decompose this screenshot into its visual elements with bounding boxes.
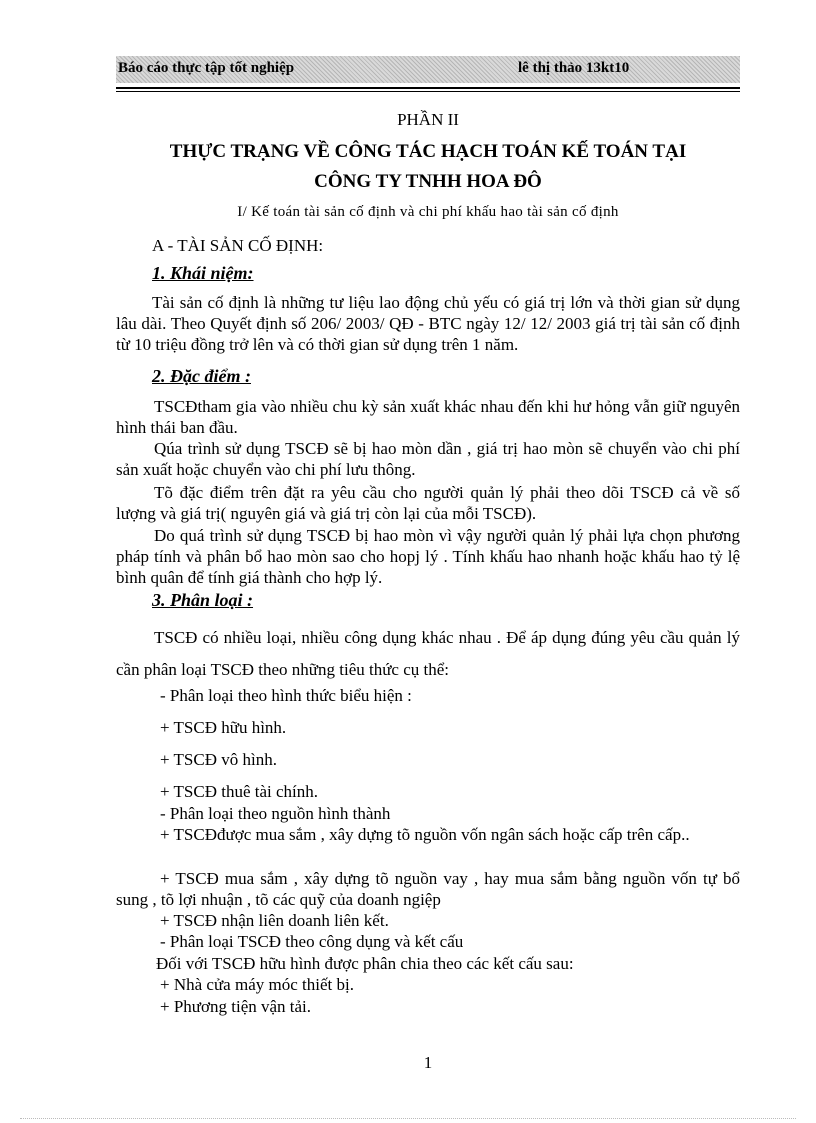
list-item: - Phân loại theo nguồn hình thành: [160, 804, 391, 823]
header-author: lê thị thảo 13kt10: [518, 60, 630, 76]
heading-dac-diem: 2. Đặc điểm :: [152, 366, 251, 386]
list-item: + TSCĐ vô hình.: [160, 750, 277, 769]
list-item: - Phân loại theo hình thức biểu hiện :: [160, 686, 412, 705]
page-header: [116, 56, 740, 83]
section-subtitle: I/ Kế toán tài sản cố định và chi phí khấu hao tài sản cố định: [237, 204, 619, 220]
page-number: 1: [423, 1053, 433, 1072]
section-a-heading: A - TÀI SẢN CỐ ĐỊNH:: [152, 236, 324, 255]
header-rule-thin: [116, 91, 740, 92]
chapter-title-line1: THỰC TRẠNG VỀ CÔNG TÁC HẠCH TOÁN KẾ TOÁN TẠI: [169, 141, 687, 162]
header-report-title: Báo cáo thực tập tốt nghiệp: [118, 60, 295, 76]
list-item: + TSCĐđược mua sắm , xây dựng tõ nguồn vốn ngân sách hoặc cấp trên cấp..: [160, 825, 690, 844]
list-item: + TSCĐ thuê tài chính.: [160, 782, 319, 801]
list-item: + Nhà cửa máy móc thiết bị.: [160, 975, 354, 994]
paragraph-phan-loai: TSCĐ có nhiều loại, nhiều công dụng khác nhau . Để áp dụng đúng yêu cầu quản lý cần phân loại TSCĐ theo những tiêu thức cụ thể:: [116, 628, 740, 679]
paragraph-dac-diem-3: Tõ đặc điểm trên đặt ra yêu cầu cho người quản lý phải theo dõi TSCĐ cả về số lượng và giá trị( nguyên giá và giá trị còn lại của mỗi TSCĐ).: [116, 483, 740, 523]
page-bottom-border: [20, 1118, 796, 1119]
list-item: - Phân loại TSCĐ theo công dụng và kết cấu: [160, 932, 464, 951]
chapter-title-line2: CÔNG TY TNHH HOA ĐÔ: [314, 171, 542, 192]
list-item: + TSCĐ mua sắm , xây dựng tõ nguồn vay , hay mua sắm bằng nguồn vốn tự bổ sung , tõ lợi nhuận , tõ các quỹ của doanh ngiệp: [116, 869, 740, 909]
paragraph-khai-niem: Tài sản cố định là những tư liệu lao động chủ yếu có giá trị lớn và thời gian sử dụng lâu dài. Theo Quyết định số 206/ 2003/ QĐ - BTC ngày 12/ 12/ 2003 giá trị tài sản cố định từ 10 triệu đồng trở lên và có thời gian sử dụng trên 1 năm.: [116, 293, 740, 354]
paragraph-dac-diem-2: Qúa trình sử dụng TSCĐ sẽ bị hao mòn dần , giá trị hao mòn sẽ chuyển vào chi phí sản xuất hoặc chuyển vào chi phí lưu thông.: [116, 439, 740, 479]
list-item: + TSCĐ hữu hình.: [160, 718, 287, 737]
heading-khai-niem: 1. Khái niệm:: [152, 263, 254, 283]
list-item: + Phương tiện vận tải.: [160, 997, 312, 1016]
part-label: PHẦN II: [397, 110, 459, 129]
paragraph-dac-diem-1: TSCĐtham gia vào nhiều chu kỳ sản xuất khác nhau đến khi hư hỏng vẫn giữ nguyên hình thái ban đầu.: [116, 397, 740, 437]
paragraph-dac-diem-4: Do quá trình sử dụng TSCĐ bị hao mòn vì vậy người quản lý phải lựa chọn phương pháp tính và phân bổ hao mòn sao cho hopj lý . Tính khấu hao nhanh hoặc khấu hao tỷ lệ bình quân để tính giá thành cho hợp lý.: [116, 526, 740, 587]
list-item: Đối với TSCĐ hữu hình được phân chia theo các kết cấu sau:: [156, 954, 574, 973]
heading-phan-loai: 3. Phân loại :: [152, 590, 254, 610]
list-item: + TSCĐ nhận liên doanh liên kết.: [160, 911, 389, 930]
header-rule-thick: [116, 87, 740, 89]
